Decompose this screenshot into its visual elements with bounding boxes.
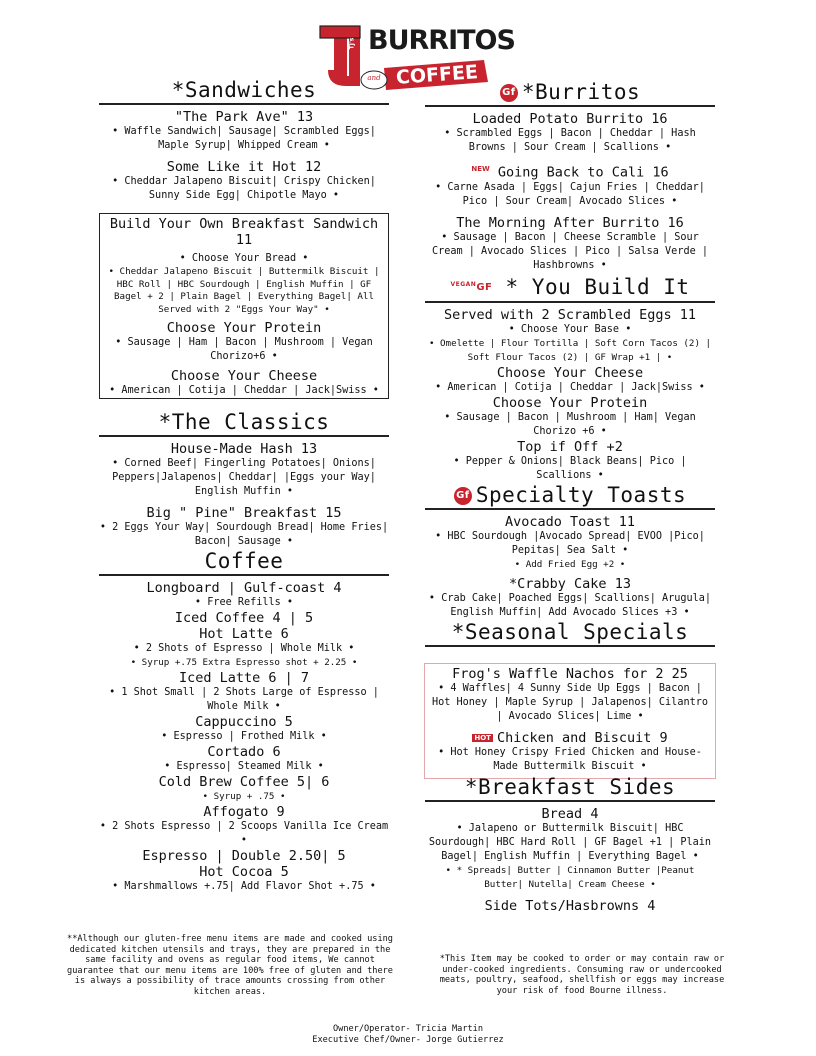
menu-item-desc: • Cheddar Jalapeno Biscuit| Crispy Chicken| Sunny Side Egg| Chipotle Mayo • [112,176,376,201]
menu-item-desc: • 2 Shots of Espresso | Whole Milk • [133,643,355,654]
owner-credit: Owner/Operator- Tricia Martin [332,1024,484,1034]
menu-item-name: "The Park Ave" 13 [174,109,314,125]
menu-item-desc: • Add Fried Egg +2 • [514,558,626,570]
menu-item-name: Frog's Waffle Nachos for 2 25 [452,666,688,682]
section-title-classics: *The Classics [158,410,330,434]
menu-item-name: Bread 4 [541,806,599,822]
base-desc: • Omelette | Flour Tortilla | Soft Corn Tacos (2) | Soft Flour Tacos (2) | GF Wrap +1 | • [428,337,712,363]
menu-item-name: The Morning After Burrito 16 [456,214,684,231]
section-title-build-it [428,273,712,300]
section-divider [425,645,715,647]
menu-item-name: Cold Brew Coffee 5| 6 [158,774,330,790]
bread-desc: • Cheddar Jalapeno Biscuit | Buttermilk Biscuit | HBC Roll | HBC Sourdough | English Muffin | GF Bagel + 2 | Plain Bagel | Everything Bagel| All Served with 2 "Eggs Your Way" • [108,266,380,315]
hot-tag-icon: HOT [474,734,491,742]
section-title-sides: *Breakfast Sides [464,775,676,799]
menu-item-desc: • Syrup + .75 • [202,791,286,802]
top-label: Top if Off +2 [517,438,623,455]
section-divider [425,105,715,107]
menu-item-name: *Crabby Cake 13 [509,575,631,592]
cheese-label: Choose Your Cheese [496,364,644,381]
menu-item-desc: • Scrambled Eggs | Bacon | Cheddar | Hash Browns | Sour Cream | Scallions • [444,128,696,153]
menu-item-name: Loaded Potato Burrito 16 [472,111,668,127]
base-name: Served with 2 Scrambled Eggs 11 [444,306,696,323]
menu-item-desc: • Crab Cake| Poached Eggs| Scallions| Arugula| English Muffin| Add Avocado Slices +3 • [428,592,712,618]
menu-item-name-hot [431,730,709,746]
menu-item-desc: • Hot Honey Crispy Fried Chicken and House-Made Buttermilk Biscuit • [438,747,702,772]
logo-sub-text: COFFEE [395,61,479,89]
menu-item-name: Cortado 6 [207,744,281,760]
build-sandwich-box [99,213,389,399]
burritos-title: *Burritos [521,80,641,104]
protein-desc: • Sausage | Bacon | Mushroom | Ham| Vegan Chorizo +6 • [444,411,696,437]
menu-item-desc: • Carne Asada | Eggs| Cajun Fries | Cheddar| Pico | Sour Cream| Avocado Slices • [435,181,705,207]
menu-item-name: Iced Latte 6 | 7 [178,670,310,686]
cheese-desc: • American | Cotija | Cheddar | Jack|Swiss • [435,381,705,393]
protein-label: Choose Your Protein [166,320,322,336]
protein-desc: • Sausage | Ham | Bacon | Mushroom | Vegan Chorizo+6 • [115,337,373,362]
left-column-lower [99,410,389,894]
seasonal-specials-box [424,663,716,779]
menu-item-name: Avocado Toast 11 [504,513,636,530]
menu-item-desc: • HBC Sourdough |Avocado Spread| EVOO |Pico| Pepitas| Sea Salt • [435,530,705,556]
raw-food-disclaimer: *This Item may be cooked to order or may contain raw or under-cooked ingredients. Consuming raw or undercooked meats, poultry, seafood, shellfish or eggs may increase your risk of food Bourne illness. [439,954,725,996]
menu-item-desc: • Corned Beef| Fingerling Potatoes| Onions| Peppers|Jalapenos| Cheddar| |Eggs your Way| English Muffin • [112,458,376,497]
bread-label: • Choose Your Bread • [179,253,309,264]
section-title-seasonal: *Seasonal Specials [451,619,689,644]
menu-item-desc: • 4 Waffles| 4 Sunny Side Up Eggs | Bacon | Hot Honey | Maple Syrup | Jalapenos| Cilantro | Avocado Slices| Lime • [431,683,708,722]
section-divider [425,800,715,802]
menu-item-desc: • Marshmallows +.75| Add Flavor Shot +.75 • [112,881,376,892]
menu-item-name: Some Like it Hot 12 [166,159,322,175]
menu-item-desc: • Espresso| Steamed Milk • [164,761,324,772]
left-column [99,78,389,203]
section-divider [99,103,389,105]
menu-item-name: Iced Coffee 4 | 5 [174,610,314,626]
menu-item-name-new [428,161,712,181]
protein-label: Choose Your Protein [492,394,648,411]
section-divider [425,508,715,510]
logo-and-text: and [367,74,381,82]
section-title-coffee: Coffee [204,549,284,573]
base-label: • Choose Your Base • [508,323,632,335]
menu-item-desc: • Jalapeno or Buttermilk Biscuit| HBC Sourdough| HBC Hard Roll | GF Bagel +1 | Plain Bagel| English Muffin | Everything Bagel • [428,823,712,862]
menu-item-name: Big " Pine" Breakfast 15 [146,505,342,521]
toasts-title: Specialty Toasts [475,482,687,507]
menu-item-desc: • Espresso | Frothed Milk • [161,731,327,742]
section-title-toasts [428,483,712,507]
section-divider [425,301,715,303]
menu-item-name: Espresso | Double 2.50| 5 [142,848,346,864]
menu-item-name: Hot Cocoa 5 [199,864,289,880]
gf-tag-icon: GF [476,281,493,293]
section-divider [99,574,389,576]
menu-item-desc: • Waffle Sandwich| Sausage| Scrambled Eggs| Maple Syrup| Whipped Cream • [112,126,376,151]
section-title-burritos [428,80,712,104]
right-column-lower [428,775,712,914]
gluten-free-icon: Gf [500,84,518,102]
section-divider [99,435,389,437]
menu-item-name: House-Made Hash 13 [170,441,318,457]
section-title-sandwiches: *Sandwiches [171,78,317,102]
build-sandwich-title: Build Your Own Breakfast Sandwich 11 [109,216,379,248]
menu-item-desc: • Sausage | Bacon | Cheese Scramble | Sour Cream | Avocado Slices | Pico | Salsa Verde | Hashbrowns • [431,231,708,271]
top-desc: • Pepper & Onions| Black Beans| Pico | Scallions • [453,455,687,481]
new-tag-icon: NEW [471,165,490,173]
gluten-free-disclaimer: **Although our gluten-free menu items are made and cooked using dedicated kitchen utensils and trays, they are prepared in the same facility and ovens as regular food items, We cannot guarantee that our menu items are 100% free of gluten and there is always a possibility of trace amounts crossing from other kitchen areas. [67,934,393,997]
vegan-tag-icon: VEGAN [450,280,477,288]
menu-item-desc: • Free Refills • [194,597,294,608]
menu-item-name: Hot Latte 6 [199,626,289,642]
gluten-free-icon: Gf [454,487,472,505]
cheese-label: Choose Your Cheese [170,368,318,384]
cheese-desc: • American | Cotija | Cheddar | Jack|Swiss • [109,385,379,396]
chef-credit: Executive Chef/Owner- Jorge Gutierrez [312,1035,504,1045]
menu-item-name: Affogato 9 [203,804,285,820]
menu-item-desc: • 2 Shots Espresso | 2 Scoops Vanilla Ice Cream • [99,821,389,846]
menu-item-name: Longboard | Gulf-coast 4 [146,580,342,596]
logo-initials: TJ's [348,37,356,50]
logo-brand-text: BURRITOS [368,25,515,56]
right-column [428,80,712,651]
menu-item-desc: • * Spreads| Butter | Cinnamon Butter |Peanut Butter| Nutella| Cream Cheese • [445,865,695,890]
menu-item-name: Cappuccino 5 [195,714,293,730]
menu-item-desc: • 1 Shot Small | 2 Shots Large of Espresso | Whole Milk • [109,687,379,712]
item-name-text: Chicken and Biscuit 9 [496,730,668,746]
menu-item-name: Side Tots/Hasbrowns 4 [484,898,656,914]
menu-item-desc: • 2 Eggs Your Way| Sourdough Bread| Home Fries| Bacon| Sausage • [99,522,389,547]
build-it-title: * You Build It [505,274,690,299]
menu-item-desc: • Syrup +.75 Extra Espresso shot + 2.25 • [130,657,358,668]
item-name-text: Going Back to Cali 16 [497,164,669,181]
